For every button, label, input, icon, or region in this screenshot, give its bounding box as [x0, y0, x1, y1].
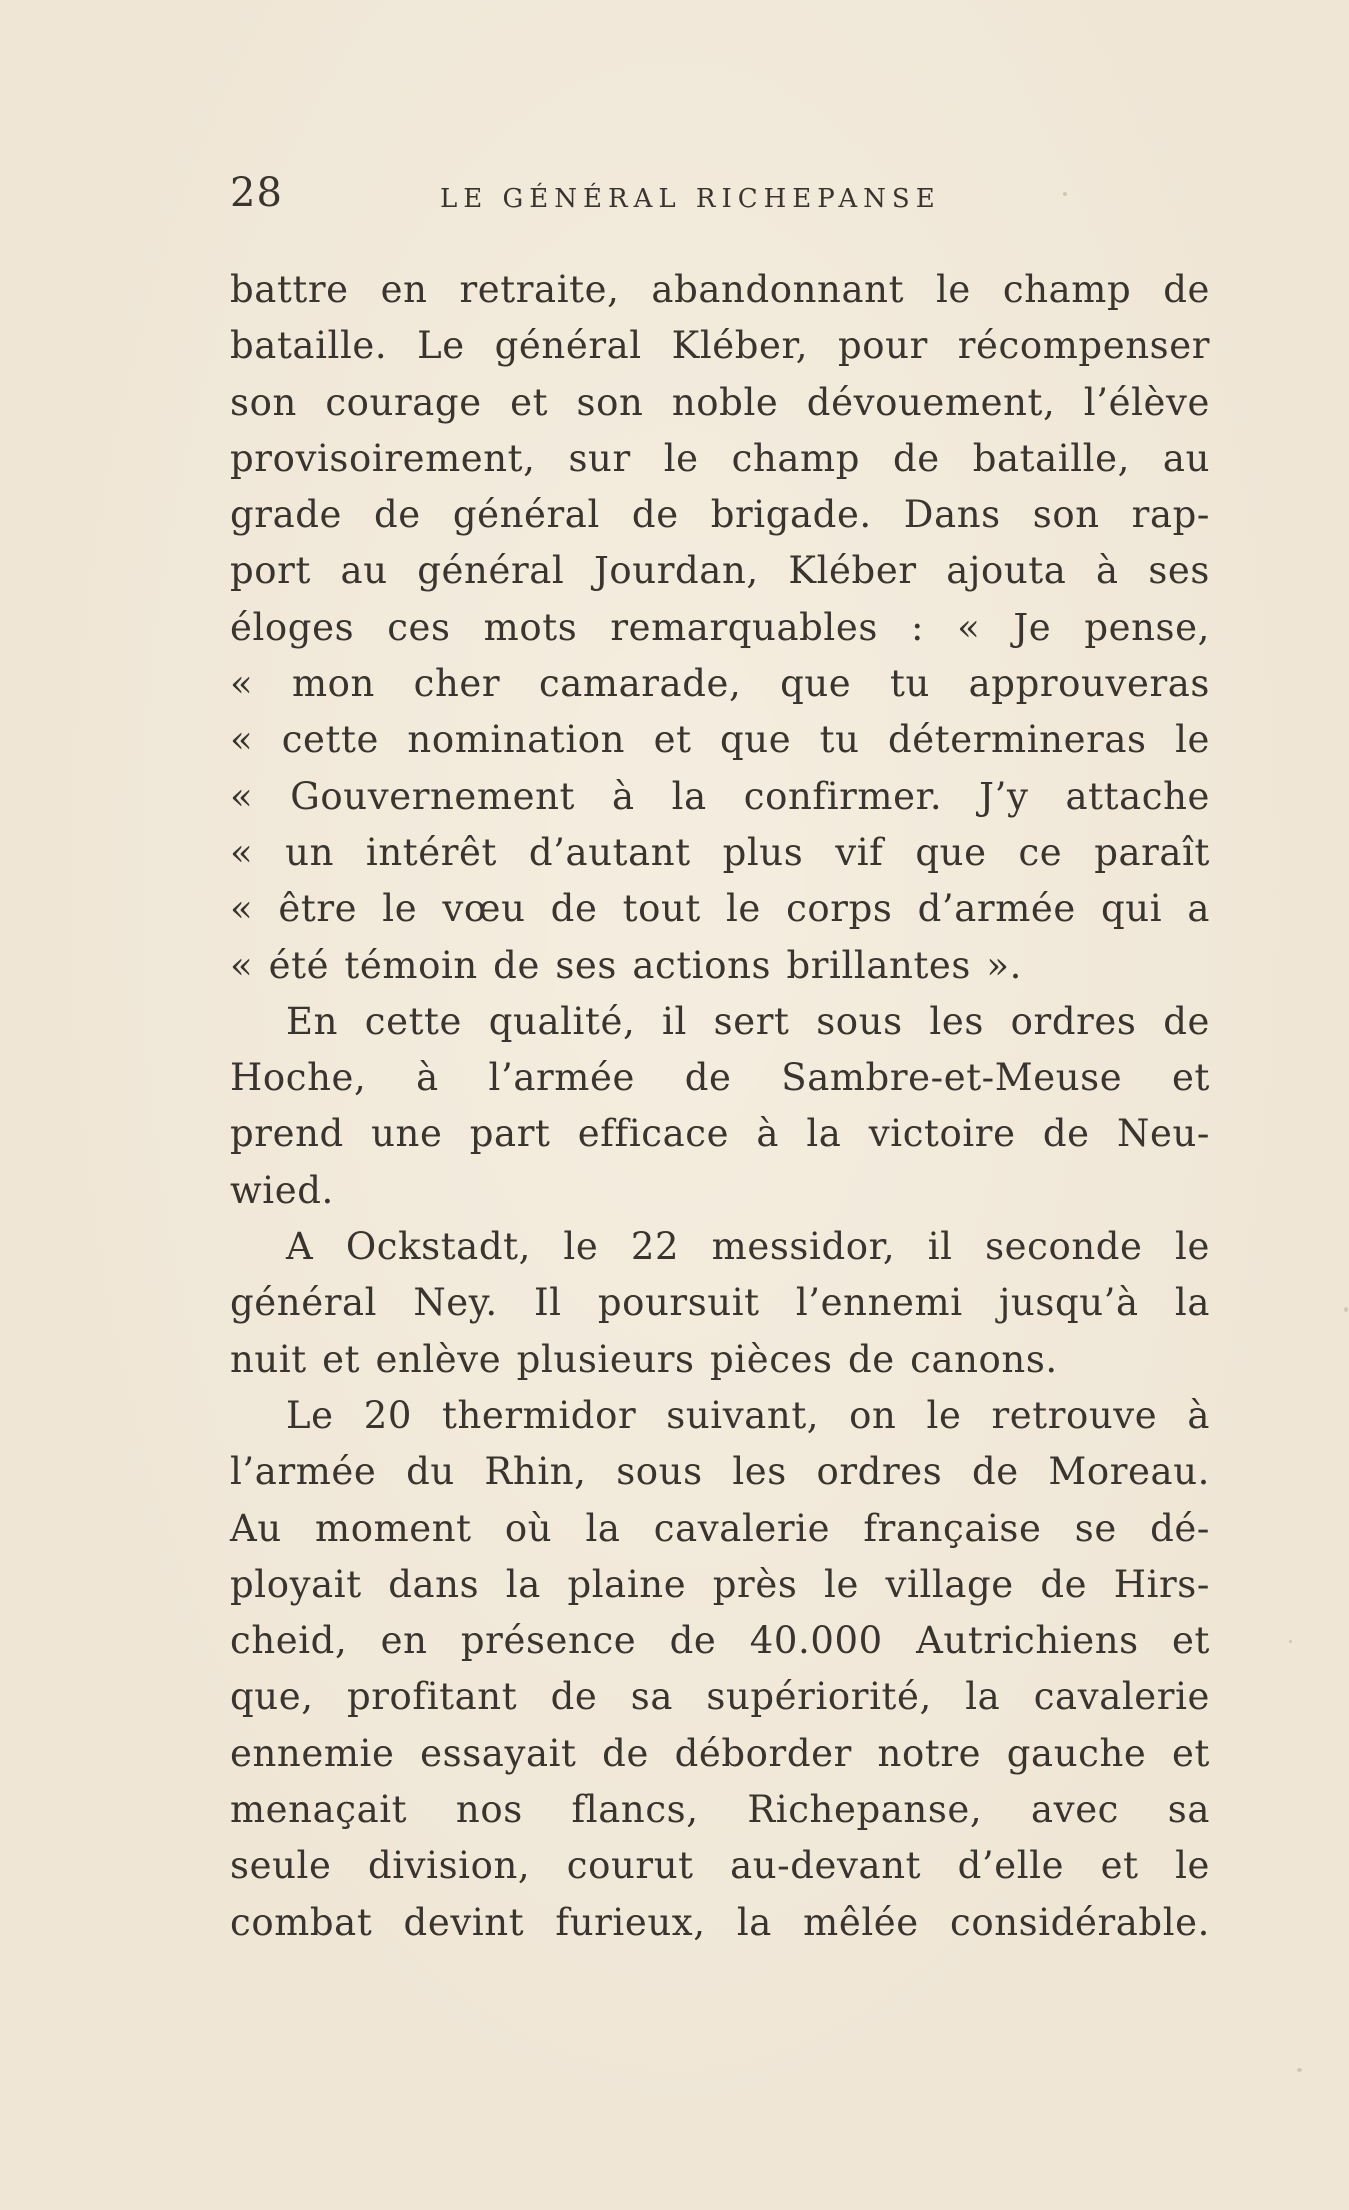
text-line: provisoirement, sur le champ de bataille, au: [230, 436, 1210, 480]
text-line: battre en retraite, abandonnant le champ de: [230, 268, 1210, 311]
text-line: ennemie essayait de déborder notre gauche et: [230, 1731, 1210, 1775]
text-line: général Ney. Il poursuit l’ennemi jusqu’à la: [230, 1281, 1210, 1325]
text-line: seule division, courut au-devant d’elle et le: [230, 1844, 1210, 1888]
paper-speck: [1289, 1640, 1292, 1643]
text-line: « mon cher camarade, que tu approuveras: [230, 662, 1210, 706]
text-line: Au moment où la cavalerie française se dé-: [230, 1506, 1210, 1550]
page-header: [230, 170, 1220, 230]
text-line: « été témoin de ses actions brillantes ».: [230, 943, 1022, 987]
paper-speck: [1297, 2068, 1302, 2072]
text-line: Hoche, à l’armée de Sambre-et-Meuse et: [230, 1056, 1210, 1100]
text-line: menaçait nos flancs, Richepanse, avec sa: [230, 1788, 1210, 1832]
page-number: 28: [230, 170, 283, 216]
text-line: « être le vœu de tout le corps d’armée qui a: [230, 887, 1210, 931]
text-line: combat devint furieux, la mêlée considérable.: [230, 1900, 1210, 1944]
text-line: ployait dans la plaine près le village de Hirs-: [230, 1562, 1210, 1606]
text-line: l’armée du Rhin, sous les ordres de Moreau.: [230, 1450, 1210, 1494]
paper-speck: [1063, 192, 1067, 196]
text-line: « un intérêt d’autant plus vif que ce paraît: [230, 830, 1210, 874]
text-line: éloges ces mots remarquables : « Je pense,: [230, 605, 1210, 649]
text-line: nuit et enlève plusieurs pièces de canons.: [230, 1337, 1058, 1381]
body-text: [230, 262, 1210, 1951]
text-line: En cette qualité, il sert sous les ordres de: [286, 999, 1210, 1043]
text-line: prend une part efficace à la victoire de Neu-: [230, 1112, 1210, 1156]
text-line: cheid, en présence de 40.000 Autrichiens et: [230, 1619, 1210, 1663]
text-line: que, profitant de sa supériorité, la cavalerie: [230, 1675, 1210, 1719]
text-line: port au général Jourdan, Kléber ajouta à ses: [230, 549, 1210, 593]
text-line: wied.: [230, 1168, 334, 1212]
text-line: « Gouvernement à la confirmer. J’y attache: [230, 774, 1210, 818]
text-line: grade de général de brigade. Dans son rap-: [230, 493, 1210, 537]
paper-speck: [1344, 1307, 1348, 1312]
text-line: Le 20 thermidor suivant, on le retrouve à: [286, 1393, 1210, 1437]
text-line: bataille. Le général Kléber, pour récompenser: [230, 324, 1210, 368]
running-title: LE GÉNÉRAL RICHEPANSE: [440, 184, 941, 214]
text-line: « cette nomination et que tu détermineras le: [230, 718, 1210, 762]
text-line: A Ockstadt, le 22 messidor, il seconde le: [286, 1225, 1210, 1269]
text-line: son courage et son noble dévouement, l’élève: [230, 380, 1210, 424]
